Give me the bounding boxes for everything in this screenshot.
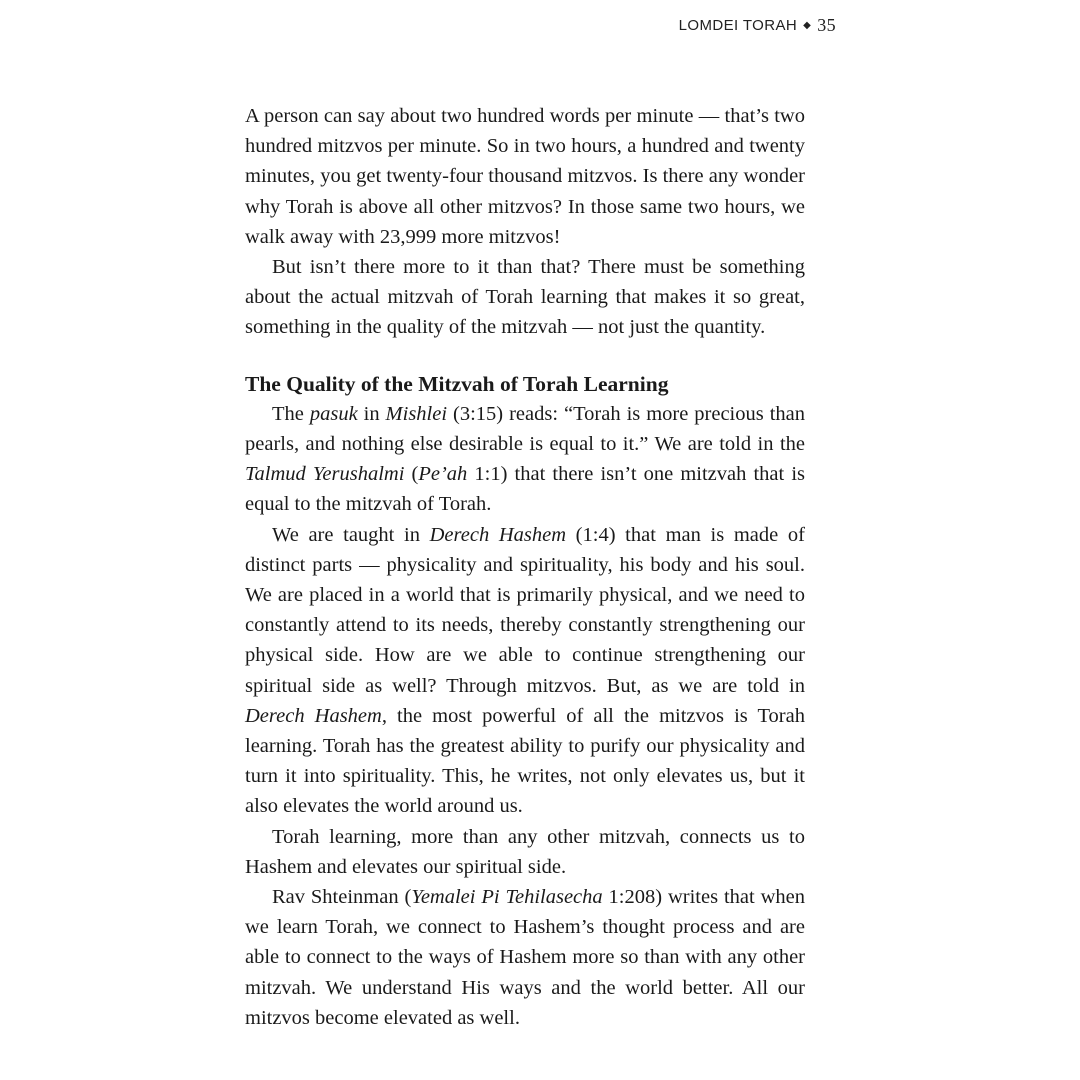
italic-term: Derech Hashem (245, 704, 382, 727)
italic-term: Pe’ah (418, 463, 468, 486)
text-run: , the most powerful of all the mitzvos is Torah learning. Torah has the greatest ability to purify our physicality and turn it into spirituality. This, he writes, not only elevates us, but it also elevates the world around us. (245, 704, 805, 818)
italic-term: pasuk (309, 402, 358, 425)
page-number: 35 (817, 15, 836, 35)
text-run: The (272, 402, 310, 425)
paragraph-3 (245, 399, 805, 520)
text-run: ( (404, 463, 419, 486)
section-heading: The Quality of the Mitzvah of Torah Learning (245, 371, 669, 396)
text-run: 1:208) writes that when we learn Torah, we connect to Hashem’s thought process and are able to connect to the ways of Hashem more so than with any other mitzvah. We understand His ways and the world better. All our mitzvos become elevated as well. (245, 886, 805, 1029)
paragraph-2: But isn’t there more to it than that? There must be something about the actual mitzvah of Torah learning that makes it so great, something in the quality of the mitzvah — not just the quantity. (245, 256, 805, 339)
paragraph-1: A person can say about two hundred words per minute — that’s two hundred mitzvos per minute. So in two hours, a hundred and twenty minutes, you get twenty-four thousand mitzvos. Is there any wonder why Torah is above all other mitzvos? In those same two hours, we walk away with 23,999 more mitzvos! (245, 105, 805, 248)
text-run: (3:15) reads: “Torah is more precious than pearls, and nothing else desirable is equal to it.” We are told in the (245, 402, 805, 456)
running-head (679, 15, 836, 36)
text-run: (1:4) that man is made of distinct parts — physicality and spirituality, his body and his soul. We are placed in a world that is primarily physical, and we need to constantly attend to its needs, thereby constantly strengthening our physical side. How are we able to continue strengthening our spiritual side as well? Through mitzvos. But, as we are told in (245, 523, 805, 697)
italic-term: Derech Hashem (429, 523, 567, 546)
separator-ornament: ◆ (803, 20, 812, 31)
italic-term: Mishlei (385, 402, 448, 425)
paragraph-4 (245, 520, 805, 822)
book-title: LOMDEI TORAH (678, 17, 798, 34)
italic-term: Yemalei Pi Tehilasecha (411, 886, 603, 909)
paragraph-5: Torah learning, more than any other mitzvah, connects us to Hashem and elevates our spiritual side. (245, 825, 805, 878)
italic-term: Talmud Yerushalmi (245, 463, 405, 486)
text-run: We are taught in (272, 523, 430, 546)
text-run: 1:1) that there isn’t one mitzvah that is equal to the mitzvah of Torah. (245, 463, 806, 516)
text-run: in (357, 402, 386, 425)
paragraph-6 (245, 882, 805, 1033)
text-run: Rav Shteinman ( (272, 886, 412, 909)
page-body (245, 101, 805, 1033)
